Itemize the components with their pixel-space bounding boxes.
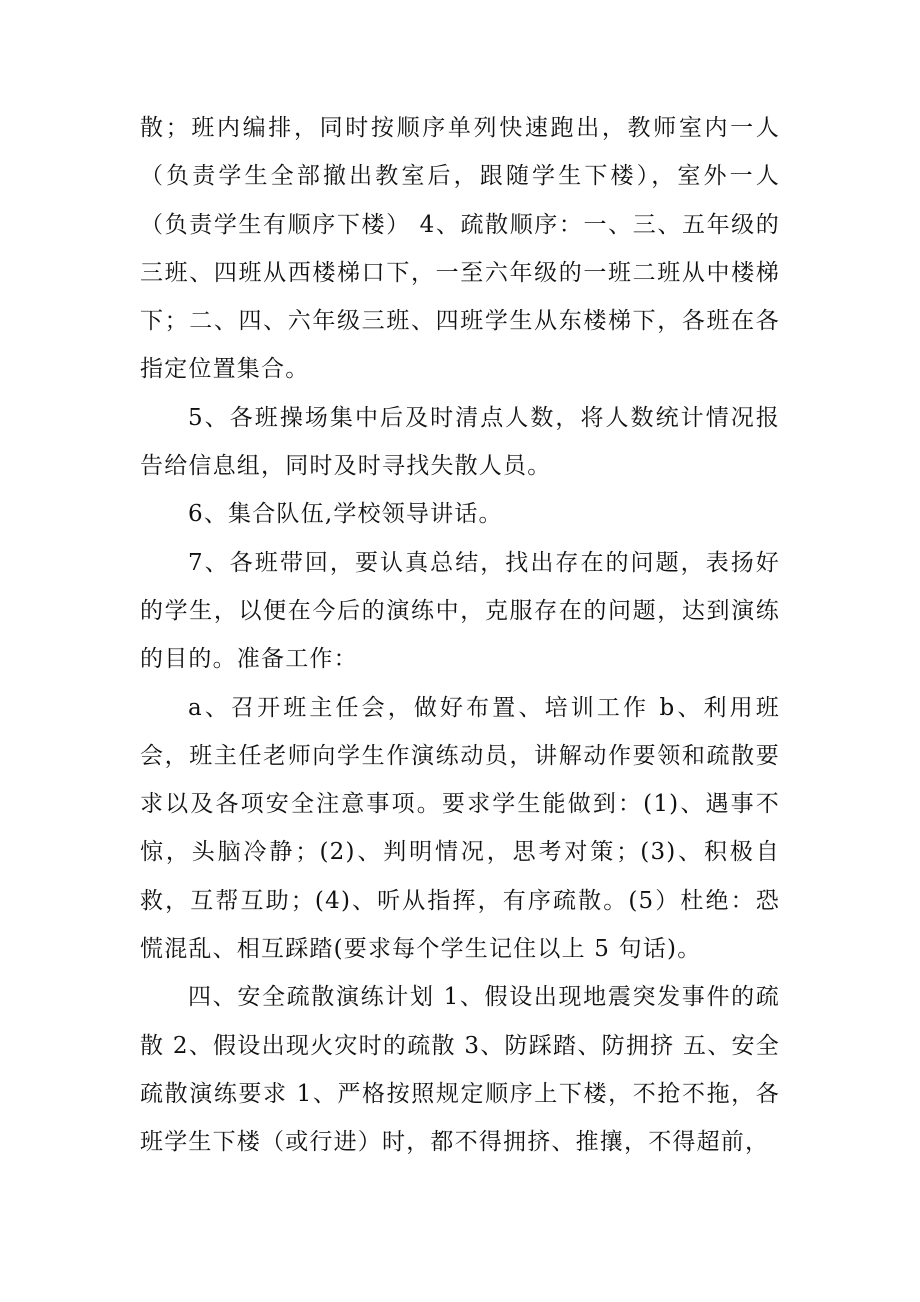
document-body — [140, 104, 780, 1167]
paragraph-preparation-tasks: a、召开班主任会，做好布置、培训工作 b、利用班会，班主任老师向学生作演练动员，讲解动作要领和疏散要求以及各项安全注意事项。要求学生能做到：(1)、遇事不惊，头脑冷静；(2)、判明情况，思考对策；(3)、积极自救，互帮互助；(4)、听从指挥，有序疏散。(5）杜绝：恐慌混乱、相互踩踏(要求每个学生记住以上 5 句话)。 — [140, 694, 780, 963]
paragraph-assembly-speech: 6、集合队伍,学校领导讲话。 — [188, 501, 503, 528]
paragraph-evacuation-order: 散；班内编排，同时按顺序单列快速跑出，教师室内一人（负责学生全部撤出教室后，跟随学生下楼），室外一人（负责学生有顺序下楼） 4、疏散顺序：一、三、五年级的三班、四班从西楼梯口下，一至六年级的一班二班从中楼梯下；二、四、六年级三班、四班学生从东楼梯下，各班在各指定位置集合。 — [140, 115, 780, 383]
paragraph-summary-preparation: 7、各班带回，要认真总结，找出存在的问题，表扬好的学生，以便在今后的演练中，克服存在的问题，达到演练的目的。准备工作： — [140, 549, 780, 673]
paragraph-drill-plan-requirements: 四、安全疏散演练计划 1、假设出现地震突发事件的疏散 2、假设出现火灾时的疏散 3、防踩踏、防拥挤 五、安全疏散演练要求 1、严格按照规定顺序上下楼，不抢不拖，各班学生下楼（或行进）时，都不得拥挤、推攘，不得超前， — [140, 984, 780, 1156]
paragraph-headcount: 5、各班操场集中后及时清点人数，将人数统计情况报告给信息组，同时及时寻找失散人员。 — [140, 404, 780, 480]
